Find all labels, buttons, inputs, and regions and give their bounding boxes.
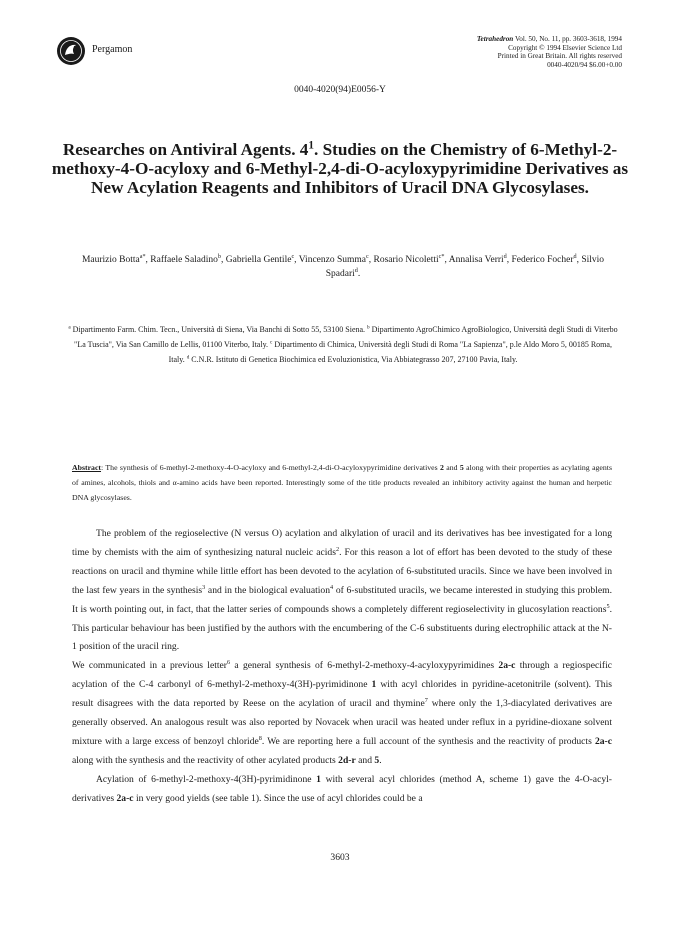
- abstract-label: Abstract: [72, 463, 102, 472]
- author-affiliation-sup: d: [503, 253, 507, 260]
- page-number: 3603: [330, 852, 350, 863]
- body-text: We communicated in a previous letter: [72, 660, 227, 672]
- ref-sup: 6: [227, 659, 231, 667]
- author-separator: ,: [368, 255, 374, 265]
- compound-ref: 1: [316, 773, 321, 785]
- author-affiliation-sup: d: [573, 253, 577, 260]
- pergamon-logo-icon: [56, 36, 86, 66]
- body-text: .: [379, 754, 382, 766]
- title-part1: Researches on Antiviral Agents. 4: [62, 140, 309, 159]
- issn-price: 0040-4020/94 $6.00+0.00: [547, 60, 622, 69]
- title-ref-sup: 1: [308, 139, 314, 152]
- author-separator: ,: [221, 255, 226, 265]
- author-name: Vincenzo Summa: [298, 255, 366, 265]
- body-text: . This particular behaviour has been justified by the authors with the encumbering of the C-6 substituents during electrophilic attack at the N-1 position of the uracil ring.: [72, 603, 612, 653]
- ref-sup: 5: [606, 602, 610, 610]
- author-affiliation-sup: b: [217, 253, 221, 260]
- author-separator: .: [357, 269, 361, 279]
- compound-ref: 1: [371, 679, 377, 691]
- body-text: where only the 1,3-diacylated derivatives are generally observed. An analogous result was also reported by Novacek when uracil was heated under reflux in a pyridine-dioxane solvent mixture with a large excess of benzoyl chloride: [72, 698, 613, 747]
- copyright-line: Copyright © 1994 Elsevier Science Ltd: [508, 43, 622, 52]
- affiliation-sup: d: [186, 354, 190, 361]
- author-name: Raffaele Saladino: [150, 255, 218, 265]
- body-text: and in the biological evaluation: [205, 584, 331, 596]
- abstract-text-b: and: [443, 463, 460, 472]
- author-name: Rosario Nicoletti: [373, 255, 439, 265]
- author-name: Federico Focher: [511, 255, 574, 265]
- abstract-compound-ref: 5: [459, 463, 464, 472]
- author-list: [78, 253, 608, 281]
- body-text: The problem of the regioselective (N versus O) acylation and alkylation of uracil and its derivatives has bee investigated for a long time by chemists with the aim of synthesizing natural nucleic acids: [72, 528, 612, 558]
- body-paragraph-3: [72, 771, 612, 809]
- affiliation-text: Dipartimento di Chimica, Università degli Studi di Roma "La Sapienza", p.le Aldo Moro 5, 00185 Roma, Italy.: [168, 340, 612, 364]
- author-separator: ,: [294, 255, 299, 265]
- journal-name: Tetrahedron: [476, 35, 514, 43]
- affiliations: [68, 322, 618, 367]
- compound-ref: 2a-c: [594, 735, 612, 747]
- author-affiliation-sup: c*: [438, 253, 445, 260]
- abstract: [72, 460, 612, 505]
- article-body: [72, 525, 612, 809]
- body-text: with acyl chlorides in pyridine-acetonitrile (solvent). This result disagrees with the data reported by Reese on the acylation of uracil and thymine: [72, 679, 613, 710]
- publisher-name: Pergamon: [92, 44, 133, 55]
- affiliation-sup: a: [68, 324, 71, 331]
- article-doi: 0040-4020(94)E0056-Y: [294, 85, 386, 95]
- ref-sup: 7: [424, 696, 428, 704]
- body-text: a general synthesis of 6-methyl-2-methoxy-4-acyloxypyrimidines: [230, 660, 499, 672]
- body-paragraph-1: [72, 525, 612, 657]
- journal-volume-pages: Vol. 50, No. 11, pp. 3603-3618, 1994: [514, 35, 622, 43]
- author-separator: ,: [145, 255, 151, 265]
- printed-line: Printed in Great Britain. All rights reserved: [497, 52, 622, 61]
- author-name: Annalisa Verri: [448, 255, 504, 265]
- abstract-compound-ref: 2: [440, 463, 444, 472]
- author-name: Maurizio Botta: [81, 255, 140, 265]
- author-separator: ,: [444, 255, 449, 265]
- author-separator: ,: [506, 255, 512, 265]
- ref-sup: 2: [335, 545, 340, 553]
- body-text: through a regiospecific acylation of the C-4 carbonyl of 6-methyl-2-methoxy-4(3H)-pyrimidinone: [72, 660, 612, 691]
- abstract-text-a: : The synthesis of 6-methyl-2-methoxy-4-O-acyloxy and 6-methyl-2,4-di-O-acyloxypyrimidine derivatives: [101, 463, 441, 472]
- body-text: of 6-substituted uracils, we became interested in studying this problem. It is worth pointing out, in fact, that the latter series of compounds shows a completely different regioselectivity in glucosylation reactions: [72, 584, 612, 615]
- journal-info: [477, 35, 622, 69]
- body-text: with several acyl chlorides (method A, scheme 1) gave the 4-O-acyl-derivatives: [72, 773, 612, 804]
- body-text: . For this reason a lot of effort has been devoted to the study of these reactions on uracil and thymine while little effort has been devoted to the acylation of 6-substituted uracils. Since we have been involved in the last few years in the synthesis: [72, 546, 612, 596]
- body-text: and: [355, 754, 375, 766]
- affiliation-text: Dipartimento Farm. Chim. Tecn., Università di Siena, Via Banchi di Sotto 55, 53100 Siena.: [70, 325, 368, 334]
- author-name: Gabriella Gentile: [225, 255, 292, 265]
- author-separator: ,: [576, 255, 582, 265]
- compound-ref: 2a-c: [498, 660, 516, 672]
- compound-ref: 2a-c: [116, 792, 134, 804]
- affiliation-text: Dipartimento AgroChimico AgroBiologico, Università degli Studi di Viterbo "La Tuscia", Via San Camillo de Lellis, 01100 Viterbo, Italy.: [74, 325, 618, 349]
- author-affiliation-sup: a*: [139, 253, 146, 260]
- title-part2: . Studies on the Chemistry of 6-Methyl-2-methoxy-4-O-acyloxy and 6-Methyl-2,4-di-O-acyloxypyrimidine Derivatives as New Acylation Reagents and Inhibitors of Uracil DNA Glycosylases.: [51, 140, 629, 197]
- compound-ref: 2d-r: [338, 754, 356, 766]
- affiliation-sup: b: [367, 324, 370, 331]
- body-paragraph-2: [72, 657, 612, 770]
- article-title: [40, 140, 640, 197]
- author-affiliation-sup: d: [354, 267, 358, 274]
- body-text: in very good yields (see table 1). Since the use of acyl chlorides could be a: [133, 792, 423, 804]
- compound-ref: 5: [374, 754, 380, 766]
- author-affiliation-sup: c: [291, 253, 295, 260]
- affiliation-sup: c: [270, 339, 273, 346]
- ref-sup: 3: [202, 583, 206, 591]
- ref-sup: 8: [258, 734, 262, 742]
- author-name: Silvio Spadari: [325, 255, 605, 279]
- body-text: along with the synthesis and the reactivity of other acylated products: [72, 754, 339, 766]
- abstract-text-c: along with their properties as acylating agents of amines, alcohols, thiols and α-amino acids have been reported. Interestingly some of the title products revealed an inhibitory activity against the human and herpetic DNA glycosylases.: [72, 463, 612, 502]
- ref-sup: 4: [330, 583, 334, 591]
- author-affiliation-sup: c: [366, 253, 369, 260]
- body-text: Acylation of 6-methyl-2-methoxy-4(3H)-pyrimidinone: [96, 773, 317, 785]
- journal-citation: [477, 35, 622, 44]
- body-text: . We are reporting here a full account of the synthesis and the reactivity of products: [261, 735, 595, 747]
- affiliation-text: C.N.R. Istituto di Genetica Biochimica ed Evoluzionistica, Via Abbiategrasso 207, 27100 Pavia, Italy.: [189, 355, 518, 364]
